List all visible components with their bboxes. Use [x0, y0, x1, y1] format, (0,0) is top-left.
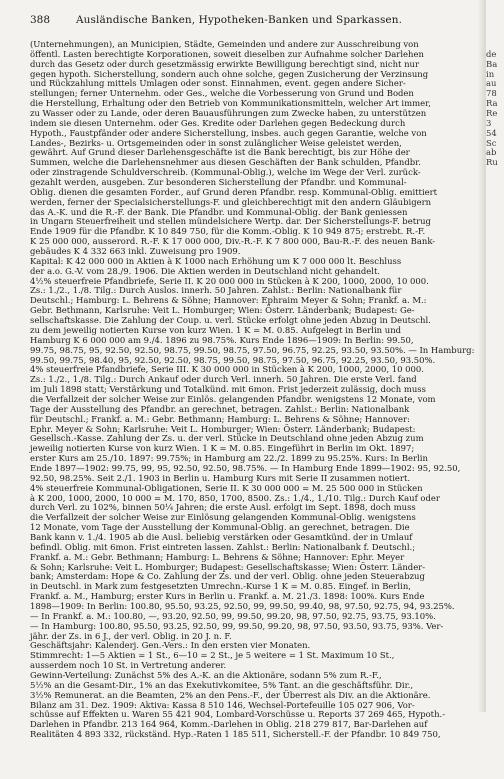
edge-text-fragment — [486, 336, 504, 346]
text-line: 1898—1909: In Berlin: 100.80, 95.50, 93.25, 92.50, 99, 99.50, 99.40, 98, 97.50, 92.75, 94, 93.25%. — [30, 600, 455, 611]
edge-text-fragment — [486, 523, 504, 533]
text-line: stellungen; ferner Unternehm. oder Ges., welche die Vorbesserung von Grund und Boden — [30, 88, 414, 99]
edge-text-fragment — [486, 543, 504, 553]
text-line: Gewinn-Verteilung: Zunächst 5% des A.-K. an die Aktionäre, sodann 5% zum R.-F., — [30, 670, 382, 680]
text-line: Frankf. a. M.: Gebr. Bethmann; Hamburg: L. Behrens & Söhne; Hannover: Ephr. Meyer — [30, 551, 405, 562]
text-line: 4% steuerfreie Kommunal-Obligationen, Serie II. K 30 000 000 = M. 25 500 000 in Stücken — [30, 482, 423, 493]
text-line: die Verfallzeit der solcher Weise zur Einlös. gelangenden Pfandbr. wenigstens 12 Monate, vom — [30, 393, 436, 404]
text-line: bank; Amsterdam: Hope & Co. Zahlung der Zs. und der verl. Oblig. ohne jeden Steuerabzug — [30, 571, 425, 582]
edge-text-fragment: ab — [486, 147, 497, 158]
edge-text-fragment — [486, 464, 504, 474]
text-line: & Sohn; Karlsruhe: Veit L. Homburger; Budapest: Gesellschaftskasse; Wien: Österr. Länder- — [30, 561, 426, 572]
edge-text-fragment — [486, 277, 504, 287]
text-line: der a.o. G.-V. vom 28./9. 1906. Die Aktien werden in Deutschland nicht gehandelt. — [30, 265, 381, 276]
edge-text-fragment — [486, 356, 504, 366]
edge-text-fragment — [486, 198, 504, 208]
edge-text-fragment — [486, 612, 504, 622]
text-line: — In Frankf. a. M.: 100.80, —, 93.20, 92.50, 99, 99.50, 99.20, 98, 97.50, 92.75, 93.75, 93.10%. — [30, 610, 436, 621]
edge-text-fragment — [486, 572, 504, 582]
text-line: Ephr. Meyer & Sohn; Karlsruhe: Veit L. Homburger; Wien: Österr. Länderbank; Budapest: — [30, 423, 416, 434]
edge-text-fragment — [486, 375, 504, 385]
page-number: 388 — [30, 14, 51, 26]
edge-text-fragment — [486, 286, 504, 296]
edge-text-fragment: 78 — [486, 88, 497, 99]
edge-text-fragment — [486, 651, 504, 661]
text-line: durch Verl. zu 102%, binnen 50¼ Jahren; die erste Ausl. erfolgt im Sept. 1898, doch muss — [30, 502, 416, 513]
edge-text-fragment: Sc — [486, 137, 497, 148]
edge-text-fragment: au — [486, 78, 497, 89]
edge-text-fragment — [486, 553, 504, 563]
text-line: Tage der Ausstellung des Pfandbr. an gerechnet, betragen. Zahlst.: Berlin: Nationalbank — [30, 403, 410, 414]
edge-text-fragment — [486, 750, 504, 760]
text-line: ausserdem noch 10 St. in Vertretung anderer. — [30, 660, 227, 671]
edge-text-fragment — [486, 227, 504, 237]
text-line: Geschäftsjahr: Kalenderj. Gen.-Vers.: In den ersten vier Monaten. — [30, 640, 311, 651]
text-line: Realitäten 4 893 332, rückständ. Hyp.-Raten 1 185 511, Sicherstell.-F. der Pfandbr. 10 849 750, — [30, 729, 441, 740]
text-line: Gebr. Bethmann, Karlsruhe: Veit L. Homburger; Wien: Österr. Länderbank; Budapest: Ge- — [30, 305, 415, 316]
text-line: Gesellsch.-Kasse. Zahlung der Zs. u. der verl. Stücke in Deutschland ohne jeden Abzug zum — [30, 433, 424, 444]
edge-text-fragment: Ru — [486, 157, 498, 168]
edge-text-fragment — [486, 740, 504, 750]
edge-text-fragment — [486, 533, 504, 543]
edge-text-fragment — [486, 188, 504, 198]
edge-text-fragment — [486, 267, 504, 277]
edge-text-fragment — [486, 316, 504, 326]
text-line: im Juli 1898 statt; Verstärkung und Totalkünd. mit 6mon. Frist jederzeit zulässig, doch muss — [30, 384, 426, 395]
text-line: Bank kann v. 1./4. 1905 ab die Ausl. beliebig verstärken oder Gesamtkünd. der in Umlauf — [30, 531, 413, 542]
edge-text-fragment — [486, 770, 504, 779]
edge-text-fragment — [486, 602, 504, 612]
text-line: jeweilig notierten Kurse von kurz Wien. 1 K = M. 0.85. Eingeführt in Berlin im Okt. 1897; — [30, 443, 415, 454]
text-line: jähr. der Zs. in 6 J., der verl. Oblig. in 20 J. n. F. — [30, 630, 232, 641]
edge-text-fragment — [486, 326, 504, 336]
edge-text-fragment — [486, 257, 504, 267]
text-line: (Unternehmungen), an Municipien, Städte, Gemeinden und andere zur Ausschreibung von — [30, 39, 419, 49]
edge-text-fragment — [486, 622, 504, 632]
edge-text-fragment: de — [486, 48, 497, 59]
text-line: à K 200, 1000, 2000, 10 000 = M. 170, 850, 1700, 8500. Zs.: 1./4., 1./10. Tilg.: Durch Kauf oder — [30, 492, 440, 503]
edge-text-fragment — [486, 720, 504, 730]
text-line: schüsse auf Effekten u. Waren 55 421 904, Lombard-Vorschüsse u. Reports 37 269 465, Hypoth.- — [30, 709, 446, 720]
text-line: Oblig. dienen die gesamten Forder., auf Grund deren Pfandbr. resp. Kommunal-Oblig. emittiert — [30, 186, 438, 197]
text-line: 99.50, 99.75, 98.40, 95, 92.50, 92.50, 98.75, 99.50, 98.75, 97.50, 96.75, 92.25, 93.50, 93.50%. — [30, 354, 436, 365]
edge-text-fragment — [486, 730, 504, 740]
edge-text-fragment — [486, 425, 504, 435]
text-line: Kapital: K 42 000 000 in Aktien à K 1000 nach Erhöhung um K 7 000 000 lt. Beschluss — [30, 255, 402, 266]
edge-text-fragment: 54 — [486, 127, 497, 138]
text-line: Frankf. a. M., Hamburg; erster Kurs in Berlin u. Frankf. a. M. 21./3. 1898: 100%. Kurs Ende — [30, 591, 425, 602]
text-line: die Verfallzeit der solcher Weise zur Einlösung gelangenden Kommunal-Oblig. wenigstens — [30, 512, 416, 523]
edge-text-fragment — [486, 671, 504, 681]
text-line: Stimmrecht: 1—5 Aktien = 1 St., 6—10 = 2 St., je 5 weitere = 1 St. Maximum 10 St., — [30, 650, 395, 661]
text-line: Hamburg K 6 000 000 am 9./4. 1896 zu 98.75%. Kurs Ende 1896—1909: In Berlin: 99.50, — [30, 334, 414, 345]
text-line: werden, ferner der Specialsicherstellungs-F. und gleichberechtigt mit den andern Gläubigern — [30, 196, 432, 207]
edge-text-fragment — [486, 661, 504, 671]
text-line: öffentl. Lasten berechtigte Korporationen, soweit dieselben zur Aufnahme solcher Darlehen — [30, 48, 424, 59]
text-line: K 25 000 000, ausserord. R.-F. K 17 000 000, Div.-R.-F. K 7 800 000, Bau-R.-F. des neuen Bank- — [30, 236, 436, 247]
edge-text-fragment — [486, 247, 504, 257]
edge-text-fragment — [486, 178, 504, 188]
edge-text-fragment — [486, 237, 504, 247]
text-line: Ende 1909 für die Pfandbr. K 10 849 750, für die Komm.-Oblig. K 10 949 875; erstrebt. R.-F. — [30, 226, 426, 237]
edge-text-fragment — [486, 632, 504, 642]
text-line: gewährt. Auf Grund dieser Darlehensgeschäfte ist die Bank berechtigt, bis zur Höhe der — [30, 147, 410, 158]
text-line: das A.-K. und die R.-F. der Bank. Die Pfandbr. und Kommunal-Oblig. der Bank geniessen — [30, 206, 408, 217]
edge-text-fragment — [486, 513, 504, 523]
edge-text-fragment: Ba — [486, 58, 498, 69]
text-line: oder zinstragende Schuldverschreib. (Kommunal-Oblig.), welche im Wege der Verl. zurück- — [30, 167, 421, 178]
text-line: durch das Gesetz oder durch gesetzmässig erwirkte Bewilligung berechtigt sind, nicht nur — [30, 58, 420, 69]
edge-text-fragment — [486, 503, 504, 513]
edge-text-fragment — [486, 701, 504, 711]
text-line: erster Kurs am 25./10. 1897: 99.75%; in Hamburg am 22./2. 1899 zu 95.25%. Kurs: In Berlin — [30, 453, 428, 464]
text-line: zu dem jeweilig notierten Kurse von kurz Wien. 1 K = M. 0.85. Aufgelegt in Berlin und — [30, 324, 402, 335]
text-line: befindl. Oblig. mit 6mon. Frist eintreten lassen. Zahlst.: Berlin: Nationalbank f. Deutschl.; — [30, 541, 416, 552]
text-line: Summen, welche die Darlehensnehmer aus diesen Geschäften der Bank schulden, Pfandbr. — [30, 157, 421, 168]
edge-text-fragment — [486, 296, 504, 306]
edge-text-fragment — [486, 434, 504, 444]
edge-text-fragment — [486, 365, 504, 375]
text-line: zu Wasser oder zu Lande, oder deren Bauausführungen zum Zwecke haben, zu unterstützen — [30, 108, 427, 119]
text-line: Hypoth., Faustpfänder oder andere Sicherstellung, insbes. auch gegen Garantie, welche von — [30, 127, 427, 138]
edge-text-fragment — [486, 385, 504, 395]
edge-text-fragment — [486, 405, 504, 415]
edge-text-fragment — [486, 444, 504, 454]
edge-text-fragment — [486, 494, 504, 504]
facing-page-edge — [486, 40, 504, 704]
text-line: 4½% steuerfreie Pfandbriefe, Serie II. K 20 000 000 in Stücken à K 200, 1000, 2000, 10 000. — [30, 275, 429, 286]
text-line: 4% steuerfreie Pfandbriefe, Serie III. K 30 000 000 in Stücken à K 200, 1000, 2000, 10 000. — [30, 364, 424, 375]
edge-text-fragment — [486, 306, 504, 316]
edge-text-fragment — [486, 641, 504, 651]
edge-text-fragment — [486, 582, 504, 592]
text-line: gegen hypoth. Sicherstellung, sondern auch ohne solche, gegen Zusicherung der Verzinsung — [30, 68, 429, 79]
text-line: in Ungarn Steuerfreiheit und stellen mündelsichere Wertp. dar. Der Sicherstellungs-F. betrug — [30, 216, 431, 227]
text-line: gezahlt werden, ausgeben. Zur besonderen Sicherstellung der Pfandbr. und Kommunal- — [30, 177, 407, 188]
text-line: 92.50, 98.25%. Seit 2./1. 1903 in Berlin u. Hamburg Kurs mit Serie II zusammen notiert. — [30, 472, 411, 483]
text-line: indem sie diesen Unternehm. oder Ges. Kredite oder Darlehen gegen Bedeckung durch — [30, 117, 406, 128]
text-line: für Deutschl.; Frankf. a. M.: Gebr. Bethmann; Hamburg: L. Behrens & Söhne; Hannover: — [30, 413, 410, 424]
text-line: Ende 1897—1902: 99.75, 99, 95, 92.50, 92.50, 98.75%. — In Hamburg Ende 1899—1902: 95, 92.50, — [30, 462, 461, 473]
running-header — [30, 13, 474, 27]
edge-text-fragment — [486, 691, 504, 701]
edge-text-fragment — [486, 710, 504, 720]
text-line: — In Hamburg: 100.80, 95.50, 93.25, 92.50, 99, 99.50, 99.20, 98, 97.50, 93.50, 93.75, 93%. Ver- — [30, 620, 444, 631]
text-line: Darlehen in Pfandbr. 213 164 964, Komm.-Darlehen in Oblig. 218 279 817, Bar-Darlehen auf — [30, 719, 428, 730]
edge-text-fragment — [486, 217, 504, 227]
edge-text-fragment — [486, 346, 504, 356]
text-line: die Herstellung, Erhaltung oder den Betrieb von Kommunikationsmitteln, welcher Art immer, — [30, 98, 431, 109]
page-gutter-shadow — [478, 0, 486, 712]
edge-text-fragment — [486, 563, 504, 573]
text-line: 3½% Remunerat. an die Beamten, 2% an den Pens.-F., der Überrest als Div. an die Aktionäre. — [30, 689, 431, 700]
edge-text-fragment — [486, 415, 504, 425]
edge-text-fragment: Ra — [486, 98, 498, 109]
edge-text-fragment — [486, 592, 504, 602]
text-line: Bilanz am 31. Dez. 1909: Aktiva: Kassa 8 510 146, Wechsel-Portefeuille 105 027 906, Vor- — [30, 699, 415, 710]
edge-text-fragment: in — [486, 68, 495, 79]
edge-text-fragment: 3 — [486, 117, 492, 128]
text-line: Landes-, Bezirks- u. Ortsgemeinden oder in sonst zulänglicher Weise geleistet werden, — [30, 137, 402, 148]
text-line: gebäudes K 4 332 663 inkl. Zuweisung pro 1909. — [30, 246, 241, 257]
edge-text-fragment — [486, 454, 504, 464]
body-text — [30, 39, 475, 740]
text-line: 12 Monate, vom Tage der Ausstellung der Kommunal-Oblig. an gerechnet, betragen. Die — [30, 522, 410, 533]
edge-text-fragment — [486, 168, 504, 178]
edge-text-fragment — [486, 681, 504, 691]
edge-text-fragment — [486, 395, 504, 405]
edge-text-fragment — [486, 474, 504, 484]
text-line: Zs.: 1./2., 1./8. Tilg.: Durch Auslos. innerh. 50 Jahren. Zahlst.: Berlin: Nationalbank für — [30, 285, 402, 296]
text-line: 99.75, 98.75, 95, 92.50, 92.50, 98.75, 99.50, 98.75, 97.50, 96.75, 92.25, 93.50, 93.50%. — In Hamburg: — [30, 344, 475, 355]
text-line: Zs.: 1./2., 1./8. Tilg.: Durch Ankauf oder durch Verl. innerh. 50 Jahren. Die erste Verl. fand — [30, 374, 417, 385]
edge-text-fragment — [486, 208, 504, 218]
edge-text-fragment — [486, 760, 504, 770]
edge-text-fragment: Re — [486, 108, 498, 119]
running-title: Ausländische Banken, Hypotheken-Banken und Sparkassen. — [76, 14, 403, 26]
text-line: sellschaftskasse. Die Zahlung der Coup. u. verl. Stücke erfolgt ohne jeden Abzug in Deutschl. — [30, 315, 431, 326]
text-line: und Rückzahlung mittels Umlagen oder sonst. Einnahmen, event. gegen andere Sicher- — [30, 78, 406, 89]
text-line: in Deutschl. in Mark zum festgesetzten Umrechn.-Kurse 1 K = M. 0.85. Eingef. in Berlin, — [30, 581, 411, 592]
text-line: 5½% an die Gesamt-Dir., 1% an das Exekutivkomitee, 5% Tant. an die geschäftsführ. Dir., — [30, 679, 414, 690]
edge-text-fragment — [486, 484, 504, 494]
text-line: Deutschl.; Hamburg: L. Behrens & Söhne; Hannover: Ephraim Meyer & Sohn; Frankf. a. M.: — [30, 295, 427, 306]
